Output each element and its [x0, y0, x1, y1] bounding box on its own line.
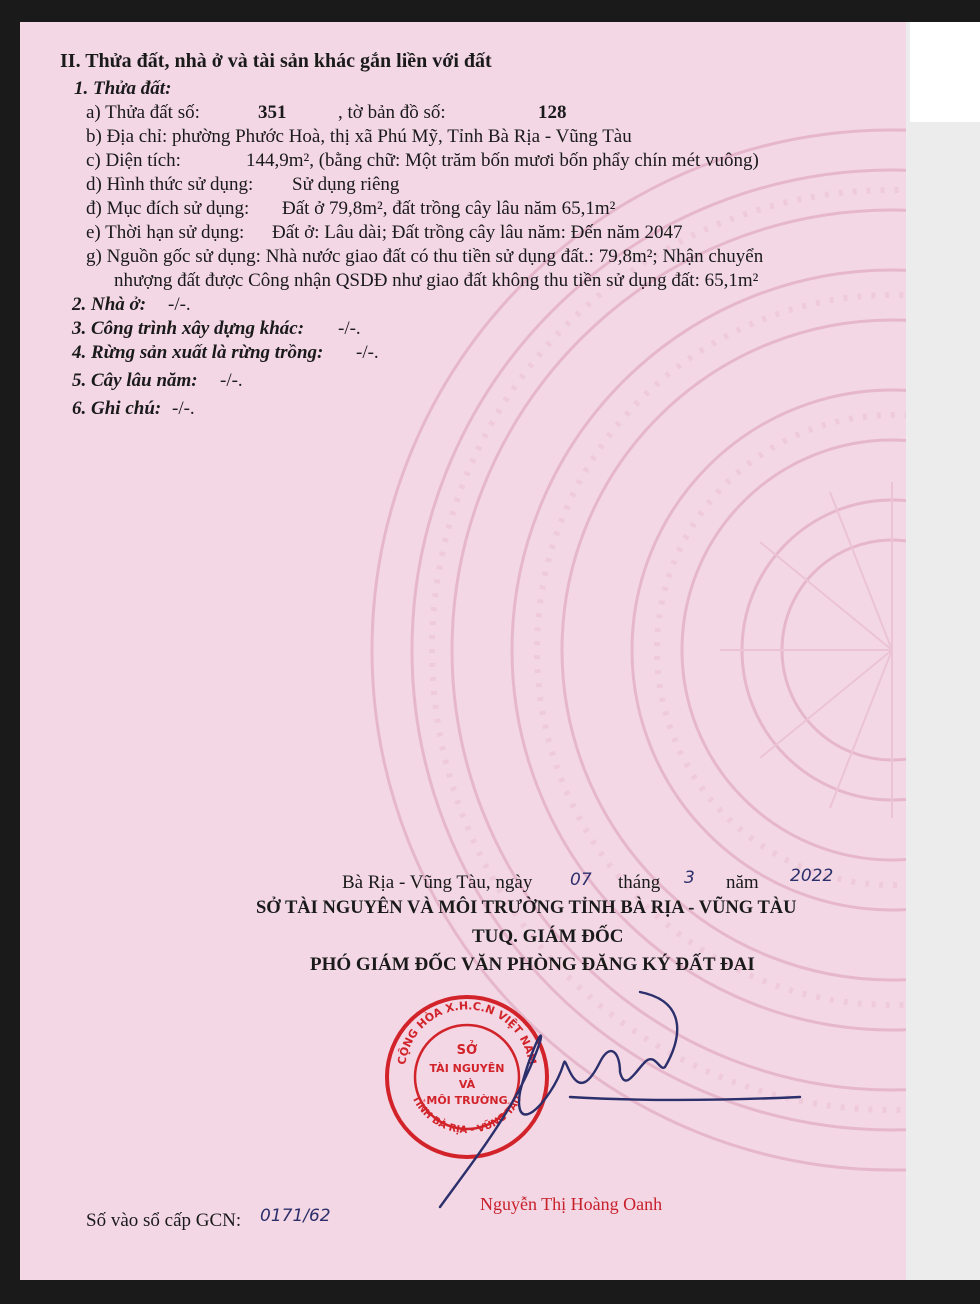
forest-heading: 4. Rừng sản xuất là rừng trồng:: [72, 342, 324, 363]
tuq-line: TUQ. GIÁM ĐỐC: [472, 926, 624, 947]
seal-line-3: VÀ: [458, 1078, 476, 1091]
origin-line-2: nhượng đất được Công nhận QSDĐ như giao đất không thu tiền sử dụng đất: 65,1m²: [114, 270, 759, 291]
perennial-value: -/-.: [220, 370, 243, 391]
issuing-organization: SỞ TÀI NGUYÊN VÀ MÔI TRƯỜNG TỈNH BÀ RỊA - VŨNG TÀU: [256, 898, 797, 918]
origin-line-1: g) Nguồn gốc sử dụng: Nhà nước giao đất có thu tiền sử dụng đất.: 79,8m²; Nhận chuyển: [86, 246, 764, 267]
purpose-label: đ) Mục đích sử dụng:: [86, 198, 250, 219]
seal-ring-text: CỘNG HÒA X.H.C.N VIỆT NAM: [395, 999, 539, 1066]
purpose-value: Đất ở 79,8m², đất trồng cây lâu năm 65,1m²: [282, 198, 616, 219]
signer-name: Nguyễn Thị Hoàng Oanh: [480, 1194, 663, 1214]
registry-label: Số vào sổ cấp GCN:: [86, 1210, 242, 1231]
scanner-edge: [906, 22, 980, 1280]
term-label: e) Thời hạn sử dụng:: [86, 222, 245, 243]
note-heading: 6. Ghi chú:: [72, 398, 162, 419]
perennial-heading: 5. Cây lâu năm:: [72, 370, 198, 391]
address: b) Địa chỉ: phường Phước Hoà, thị xã Phú Mỹ, Tỉnh Bà Rịa - Vũng Tàu: [86, 126, 632, 147]
use-form-value: Sử dụng riêng: [292, 174, 400, 195]
signer-role: PHÓ GIÁM ĐỐC VĂN PHÒNG ĐĂNG KÝ ĐẤT ĐAI: [310, 954, 755, 975]
date-year: 2022: [790, 866, 834, 886]
year-label: năm: [726, 872, 759, 893]
house-heading: 2. Nhà ở:: [72, 294, 147, 315]
seal-line-2: TÀI NGUYÊN: [429, 1062, 505, 1075]
other-works-heading: 3. Công trình xây dựng khác:: [72, 318, 305, 339]
section-title: II. Thửa đất, nhà ở và tài sản khác gắn liền với đất: [60, 50, 492, 72]
scanner-edge-highlight: [910, 22, 980, 122]
date-day: 07: [570, 870, 592, 890]
use-form-label: d) Hình thức sử dụng:: [86, 174, 254, 195]
registry-number: 0171/62: [260, 1206, 331, 1226]
certificate-page: [20, 22, 906, 1280]
parcel-label: a) Thửa đất số:: [86, 102, 200, 123]
month-label: tháng: [618, 872, 661, 893]
seal-bottom-text: TỈNH BÀ RỊA - VŨNG TÀU: [409, 1093, 525, 1137]
house-value: -/-.: [168, 294, 191, 315]
map-label: , tờ bản đồ số:: [338, 102, 446, 123]
term-value: Đất ở: Lâu dài; Đất trồng cây lâu năm: Đến năm 2047: [272, 222, 683, 243]
land-heading: 1. Thửa đất:: [74, 78, 172, 99]
area-value: 144,9m², (bằng chữ: Một trăm bốn mươi bốn phẩy chín mét vuông): [246, 150, 759, 171]
other-works-value: -/-.: [338, 318, 361, 339]
seal-line-1: SỞ: [456, 1043, 478, 1058]
seal-line-4: MÔI TRƯỜNG: [426, 1094, 508, 1107]
note-value: -/-.: [172, 398, 195, 419]
forest-value: -/-.: [356, 342, 379, 363]
parcel-number: 351: [258, 102, 287, 123]
map-number: 128: [538, 102, 567, 123]
handwritten-signature: [420, 982, 840, 1212]
date-month: 3: [684, 868, 695, 888]
date-prefix: Bà Rịa - Vũng Tàu, ngày: [342, 872, 533, 893]
area-label: c) Diện tích:: [86, 150, 181, 171]
